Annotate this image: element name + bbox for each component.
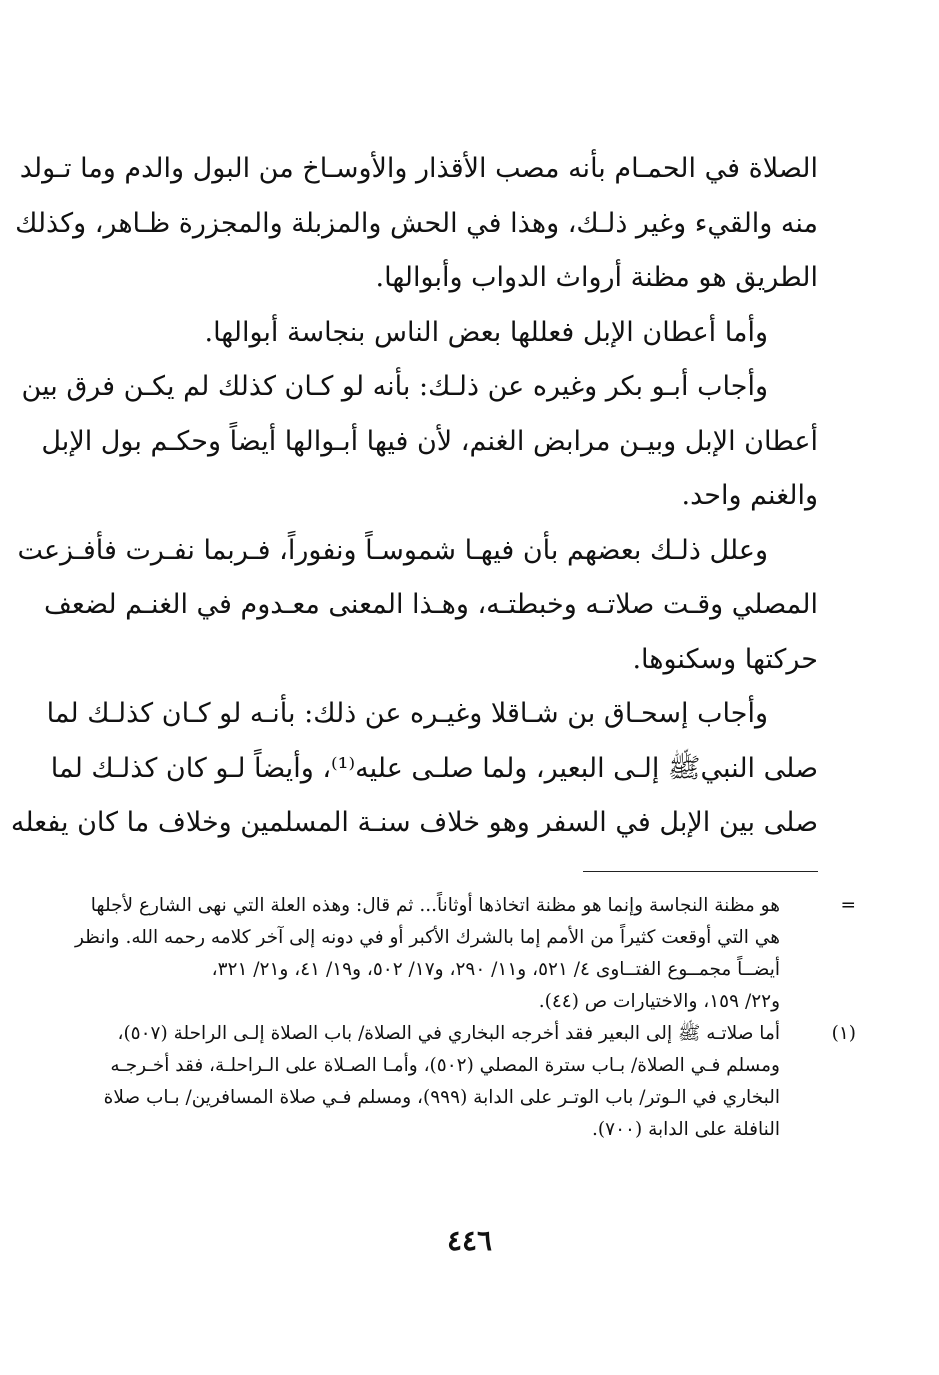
body-line: صلى بين الإبل في السفر وهو خلاف سنـة المسلمين وخلاف ما كان يفعله bbox=[10, 807, 818, 838]
body-line: المصلي وقـت صلاتـه وخبطتـه، وهـذا المعنى معـدوم في الغنـم لضعف bbox=[43, 589, 818, 620]
footnote-line: هي التي أوقعت كثيراً من الأمم إما بالشرك الأكبر أو في دونه إلى آخر كلامه رحمه الله. وانظر bbox=[74, 927, 780, 948]
body-line: أعطان الإبل وبيـن مرابض الغنم، لأن فيها أبـوالها أيضاً وحكـم بول الإبل bbox=[41, 425, 818, 457]
footnote-line-text: أما صلاتـه ﷺ إلى البعير فقد أخرجه البخاري في الصلاة/ باب الصلاة إلـى الراحلة (٥٠٧)، bbox=[117, 1023, 780, 1044]
footnote-line: النافلة على الدابة (٧٠٠). bbox=[592, 1119, 780, 1140]
footnote-1 bbox=[102, 1018, 856, 1146]
footnote-continuation-marker: = bbox=[840, 895, 856, 916]
footnote-line: أيضــاً مجمــوع الفتــاوى ٤/ ٥٢١، و١١/ ٢٩٠، و١٧/ ٥٠٢، و١٩/ ٤١، و٢١/ ٣٢١، bbox=[211, 959, 780, 980]
body-line: وأما أعطان الإبل فعللها بعض الناس بنجاسة أبوالها. bbox=[204, 316, 768, 348]
page-number: ٤٤٦ bbox=[446, 1224, 493, 1257]
main-text-block bbox=[10, 142, 818, 851]
footnotes bbox=[74, 890, 856, 1146]
footnote-line bbox=[90, 890, 856, 922]
body-line: وأجاب أبـو بكر وغيره عن ذلـك: بأنه لو كـان كذلك لم يكـن فرق بين bbox=[21, 371, 768, 402]
body-line: الصلاة في الحمـام بأنه مصب الأقذار والأوسـاخ من البول والدم وما تـولد bbox=[19, 153, 818, 184]
footnote-line: و٢٢/ ١٥٩، والاختيارات ص (٤٤). bbox=[538, 991, 780, 1012]
body-line: صلى النبيﷺ إلـى البعير، ولما صلـى عليه⁽¹⁾، وأيضاً لـو كان كذلـك لما bbox=[50, 752, 818, 784]
body-line: والغنم واحد. bbox=[681, 480, 818, 511]
footnote-continuation bbox=[74, 890, 856, 1018]
body-line: الطريق هو مظنة أرواث الدواب وأبوالها. bbox=[375, 262, 818, 293]
footnote-1-marker: (١) bbox=[831, 1023, 856, 1044]
footnote-line-text: هو مظنة النجاسة وإنما هو مظنة اتخاذها أوثاناً... ثم قال: وهذه العلة التي نهى الشارع لأجلها bbox=[90, 895, 780, 916]
body-line: منه والقيء وغير ذلـك، وهذا في الحش والمزبلة والمجزرة ظـاهر، وكذلك bbox=[15, 207, 818, 239]
footnote-divider bbox=[583, 871, 818, 872]
footnote-line: ومسلم فـي الصلاة/ بـاب سترة المصلي (٥٠٢)، وأمـا الصـلاة على الـراحلـة، فقد أخـرجـه bbox=[110, 1055, 780, 1076]
body-line: وعلل ذلـك بعضهم بأن فيهـا شموسـاً ونفوراً، فـربما نفـرت فأفـزعت bbox=[17, 534, 768, 566]
body-line: وأجاب إسحـاق بن شـاقلا وغيـره عن ذلك: بأنـه لو كـان كذلـك لما bbox=[46, 698, 768, 729]
footnote-line: البخاري في الـوتر/ باب الوتـر على الدابة (٩٩٩)، ومسلم فـي صلاة المسافرين/ بـاب صلاة bbox=[103, 1087, 780, 1108]
body-line: حركتها وسكنوها. bbox=[632, 643, 818, 675]
footnote-line bbox=[102, 1018, 856, 1050]
